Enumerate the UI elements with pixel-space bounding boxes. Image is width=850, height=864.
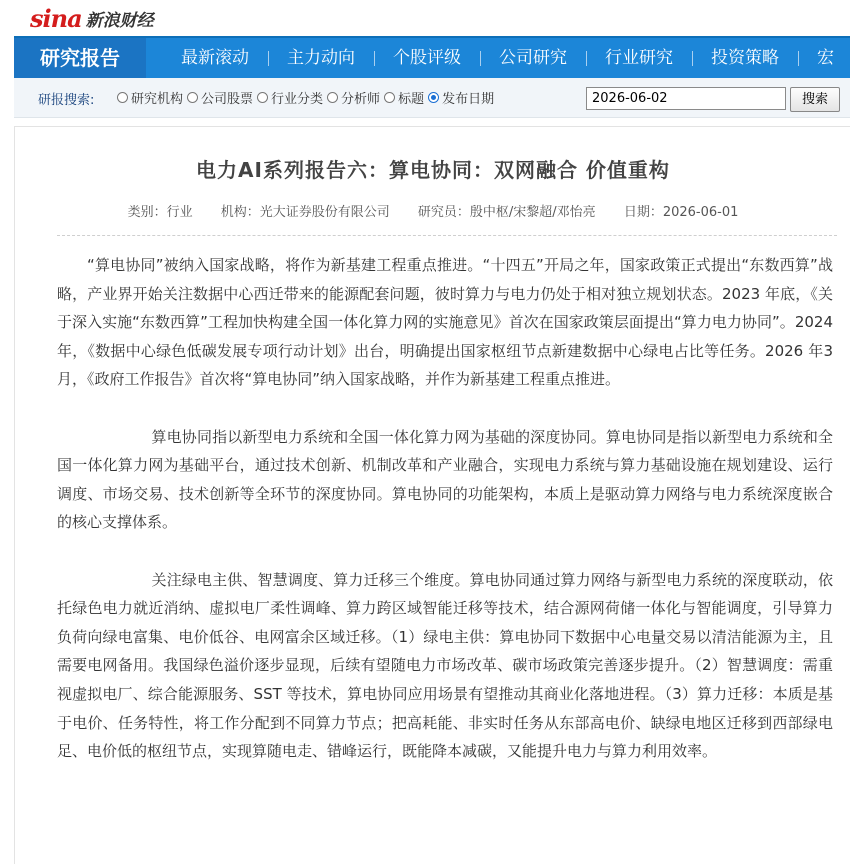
radio-industry[interactable]: 行业分类: [257, 88, 323, 107]
radio-company-stock[interactable]: 公司股票: [187, 88, 253, 107]
date-search-input[interactable]: [586, 87, 786, 110]
radio-institution[interactable]: 研究机构: [117, 88, 183, 107]
report-content: [14, 126, 850, 864]
report-researchers: 研究员：殷中枢/宋黎超/邓怡亮: [417, 205, 596, 220]
search-type-radio-group: [117, 88, 498, 107]
report-body: [57, 251, 833, 794]
nav-brand-research-reports[interactable]: 研究报告: [14, 38, 146, 78]
radio-circle-icon[interactable]: [187, 92, 198, 103]
search-label: 研报搜索:: [38, 93, 95, 108]
meta-divider: [57, 235, 837, 236]
nav-item-macro[interactable]: 宏: [798, 38, 850, 78]
search-button[interactable]: 搜索: [790, 87, 840, 112]
radio-publish-date[interactable]: 发布日期: [428, 88, 494, 107]
report-search-bar: [14, 78, 850, 118]
radio-circle-icon[interactable]: [327, 92, 338, 103]
main-nav: [14, 36, 850, 78]
nav-item-latest[interactable]: 最新滚动: [181, 48, 249, 68]
report-paragraph: “算电协同”被纳入国家战略，将作为新基建工程重点推进。“十四五”开局之年，国家政策正式提出“东数西算”战略，产业界开始关注数据中心西迁带来的能源配套问题，彼时算力与电力仍处于相对独立规划状态。2023 年底，《关于深入实施“东数西算”工程加快构建全国一体化算力网的实施意见》首次在国家政策层面提出“算力电力协同”。2024 年，《数据中心绿色低碳发展专项行动计划》出台，明确提出国家枢纽节点新建数据中心绿电占比等任务。2026 年3月，《政府工作报告》首次将“算电协同”纳入国家战略，并作为新基建工程重点推进。: [57, 256, 833, 389]
radio-analyst[interactable]: 分析师: [327, 88, 380, 107]
nav-item-main-force[interactable]: 主力动向: [268, 38, 374, 78]
sina-finance-logo-text: 新浪财经: [85, 11, 154, 31]
report-meta: [15, 201, 850, 220]
nav-items: [162, 38, 850, 78]
sina-finance-logo[interactable]: [30, 4, 154, 32]
report-category: 类别：行业: [127, 205, 193, 220]
radio-title[interactable]: 标题: [384, 88, 424, 107]
nav-item-company-research[interactable]: 公司研究: [480, 38, 586, 78]
radio-circle-icon[interactable]: [117, 92, 128, 103]
report-date: 日期：2026-06-01: [623, 205, 739, 220]
radio-circle-icon[interactable]: [384, 92, 395, 103]
report-paragraph: 算电协同指以新型电力系统和全国一体化算力网为基础的深度协同。算电协同是指以新型电力系统和全国一体化算力网为基础平台，通过技术创新、机制改革和产业融合，实现电力系统与算力基础设施在规划建设、运行调度、市场交易、技术创新等全环节的深度协同。算电协同的功能架构，本质上是驱动算力网络与电力系统深度嵌合的核心支撑体系。: [57, 427, 833, 532]
report-title: 电力AI系列报告六：算电协同：双网融合 价值重构: [196, 158, 670, 182]
nav-item-industry-research[interactable]: 行业研究: [586, 38, 692, 78]
report-paragraph: 关注绿电主供、智慧调度、算力迁移三个维度。算电协同通过算力网络与新型电力系统的深度联动，依托绿色电力就近消纳、虚拟电厂柔性调峰、算力跨区域智能迁移等技术，结合源网荷储一体化与智能调度，引导算力负荷向绿电富集、电价低谷、电网富余区域迁移。（1）绿电主供：算电协同下数据中心电量交易以清洁能源为主，且需要电网备用。我国绿色溢价逐步显现，后续有望随电力市场改革、碳市场政策完善逐步提升。（2）智慧调度：需重视虚拟电厂、综合能源服务、SST 等技术，算电协同应用场景有望推动其商业化落地进程。（3）算力迁移：本质是基于电价、任务特性，将工作分配到不同算力节点；把高耗能、非实时任务从东部高电价、缺绿电地区迁移到西部绿电足、电价低的枢纽节点，实现算随电走、错峰运行，既能降本减碳，又能提升电力与算力利用效率。: [57, 570, 833, 761]
radio-checked-icon[interactable]: [428, 92, 439, 103]
report-institution: 机构：光大证券股份有限公司: [220, 205, 390, 220]
top-bar: [0, 0, 850, 36]
nav-item-stock-rating[interactable]: 个股评级: [374, 38, 480, 78]
nav-item-investment-strategy[interactable]: 投资策略: [692, 38, 798, 78]
radio-circle-icon[interactable]: [257, 92, 268, 103]
sina-logo-mark: sina: [30, 4, 82, 33]
